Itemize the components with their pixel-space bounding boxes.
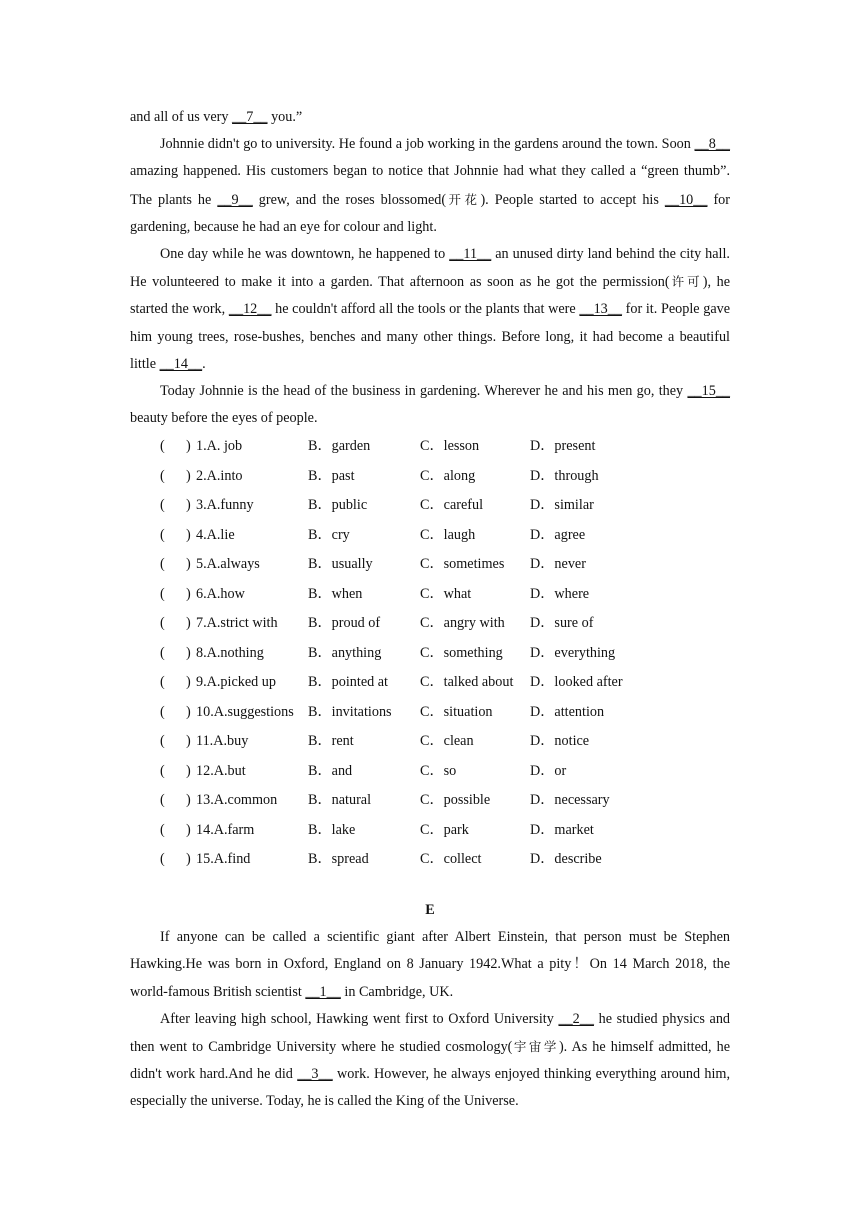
option-c: C．situation [420,703,493,720]
blank-2: __2__ [558,1010,594,1027]
answer-bracket[interactable]: ( ) [160,556,191,573]
answer-bracket[interactable]: ( ) [160,674,191,691]
option-c: C．possible [420,792,491,809]
option-a: 14.A.farm [196,821,255,838]
option-c: C．laugh [420,526,476,543]
answer-bracket[interactable]: ( ) [160,792,191,809]
answer-bracket[interactable]: ( ) [160,851,191,868]
option-d: D．looked after [530,674,623,691]
blank-10: __10__ [664,191,708,208]
question-row [130,668,730,698]
question-row [130,816,730,846]
option-a: 1.A. job [196,438,243,455]
option-b: B．past [308,467,355,484]
answer-bracket[interactable]: ( ) [160,644,191,661]
blank-13: __13__ [579,301,622,318]
option-a: 4.A.lie [196,526,235,543]
option-a: 12.A.but [196,762,246,779]
answer-bracket[interactable]: ( ) [160,762,191,779]
passage-line: and all of us very __7__ you.” [130,109,303,125]
question-row [130,432,730,462]
blank-12: __12__ [228,301,272,318]
option-d: D．everything [530,644,616,661]
option-d: D．attention [530,703,605,720]
section-heading: E [425,901,435,918]
option-b: B．pointed at [308,674,388,691]
option-a: 9.A.picked up [196,674,276,691]
option-c: C．along [420,467,476,484]
option-d: D．where [530,585,590,602]
passage-paragraph: Today Johnnie is the head of the business in gardening. Wherever he and his men go, they __15__ beauty before the eyes of people. [130,383,730,427]
blank-14: __14__ [159,355,203,372]
question-row [130,786,730,816]
option-b: B．public [308,497,368,514]
chinese-gloss: 开花 [446,191,481,207]
option-d: D．through [530,467,599,484]
option-a: 2.A.into [196,467,243,484]
option-a: 15.A.find [196,851,251,868]
option-a: 11.A.buy [196,733,249,750]
option-d: D．sure of [530,615,594,632]
option-c: C．so [420,762,457,779]
option-b: B．when [308,585,363,602]
option-c: C．collect [420,851,482,868]
question-row [130,462,730,492]
passage-paragraph: One day while he was downtown, he happened to __11__ an unused dirty land behind the city hall. He volunteered to make it into a garden. That afternoon as soon as he got the permission(许可), he started the work, __12__ he couldn't afford all the tools or the plants that were __13__ for it. People gave him young trees, rose-bushes, benches and many other things. Before long, it had become a beautiful little __14__. [130,246,731,372]
answer-bracket[interactable]: ( ) [160,526,191,543]
answer-bracket[interactable]: ( ) [160,703,191,720]
option-d: D．never [530,556,586,573]
option-b: B．and [308,762,353,779]
question-row [130,639,730,669]
option-c: C．careful [420,497,484,514]
option-d: D．necessary [530,792,610,809]
question-row [130,550,730,580]
option-b: B．invitations [308,703,392,720]
passage-paragraph: If anyone can be called a scientific giant after Albert Einstein, that person must be Stephen Hawking.He was born in Oxford, England on 8 January 1942.What a pity！On 14 March 2018, the world-famous British scientist __1__ in Cambridge, UK. [130,929,730,1000]
option-a: 13.A.common [196,792,278,809]
chinese-gloss: 宇宙学 [512,1038,559,1054]
option-d: D．describe [530,851,602,868]
option-c: C．something [420,644,503,661]
answer-bracket[interactable]: ( ) [160,438,191,455]
blank-15: __15__ [687,383,730,400]
option-c: C．clean [420,733,474,750]
question-row [130,521,730,551]
option-a: 8.A.nothing [196,644,264,661]
option-b: B．lake [308,821,356,838]
option-c: C．what [420,585,472,602]
option-b: B．anything [308,644,382,661]
option-d: D．market [530,821,594,838]
question-row [130,845,730,875]
option-b: B．cry [308,526,350,543]
blank-7: __7__ [232,109,268,125]
blank-1: __1__ [305,983,341,1000]
chinese-gloss: 许可 [669,274,703,290]
option-b: B．rent [308,733,354,750]
blank-8: __8__ [694,136,730,153]
answer-bracket[interactable]: ( ) [160,467,191,484]
option-d: D．or [530,762,567,779]
option-b: B．usually [308,556,373,573]
option-a: 5.A.always [196,556,260,573]
option-d: D．notice [530,733,590,750]
option-a: 10.A.suggestions [196,703,294,720]
option-c: C．talked about [420,674,514,691]
option-a: 3.A.funny [196,497,254,514]
question-row [130,757,730,787]
option-b: B．proud of [308,615,381,632]
blank-11: __11__ [449,246,492,263]
passage-paragraph: Johnnie didn't go to university. He found a job working in the gardens around the town. Soon __8__ amazing happened. His customers began to notice that Johnnie had what they called a “green thumb”. The plants he __9__ grew, and the roses blossomed(开花). People started to accept his __10__ for gardening, because he had an eye for colour and light. [130,136,730,235]
question-row [130,698,730,728]
question-row [130,609,730,639]
option-b: B．spread [308,851,369,868]
option-a: 7.A.strict with [196,615,278,632]
option-c: C．angry with [420,615,505,632]
blank-3: __3__ [297,1066,333,1083]
option-d: D．similar [530,497,594,514]
passage-paragraph: After leaving high school, Hawking went first to Oxford University __2__ he studied physics and then went to Cambridge University where he studied cosmology(宇宙学). As he himself admitted, he didn't work hard.And he did __3__ work. However, he always enjoyed thinking everything around him, especially the universe. Today, he is called the King of the Universe. [130,1010,731,1110]
option-b: B．natural [308,792,372,809]
blank-9: __9__ [217,191,253,208]
question-list [130,432,730,875]
option-c: C．park [420,821,469,838]
answer-bracket[interactable]: ( ) [160,821,191,838]
question-row [130,580,730,610]
answer-bracket[interactable]: ( ) [160,497,191,514]
option-b: B．garden [308,438,371,455]
option-c: C．lesson [420,438,480,455]
answer-bracket[interactable]: ( ) [160,615,191,632]
option-d: D．agree [530,526,586,543]
question-row [130,727,730,757]
question-row [130,491,730,521]
answer-bracket[interactable]: ( ) [160,585,191,602]
option-d: D．present [530,438,596,455]
document-page [130,104,730,1116]
answer-bracket[interactable]: ( ) [160,733,191,750]
option-a: 6.A.how [196,585,245,602]
option-c: C．sometimes [420,556,505,573]
